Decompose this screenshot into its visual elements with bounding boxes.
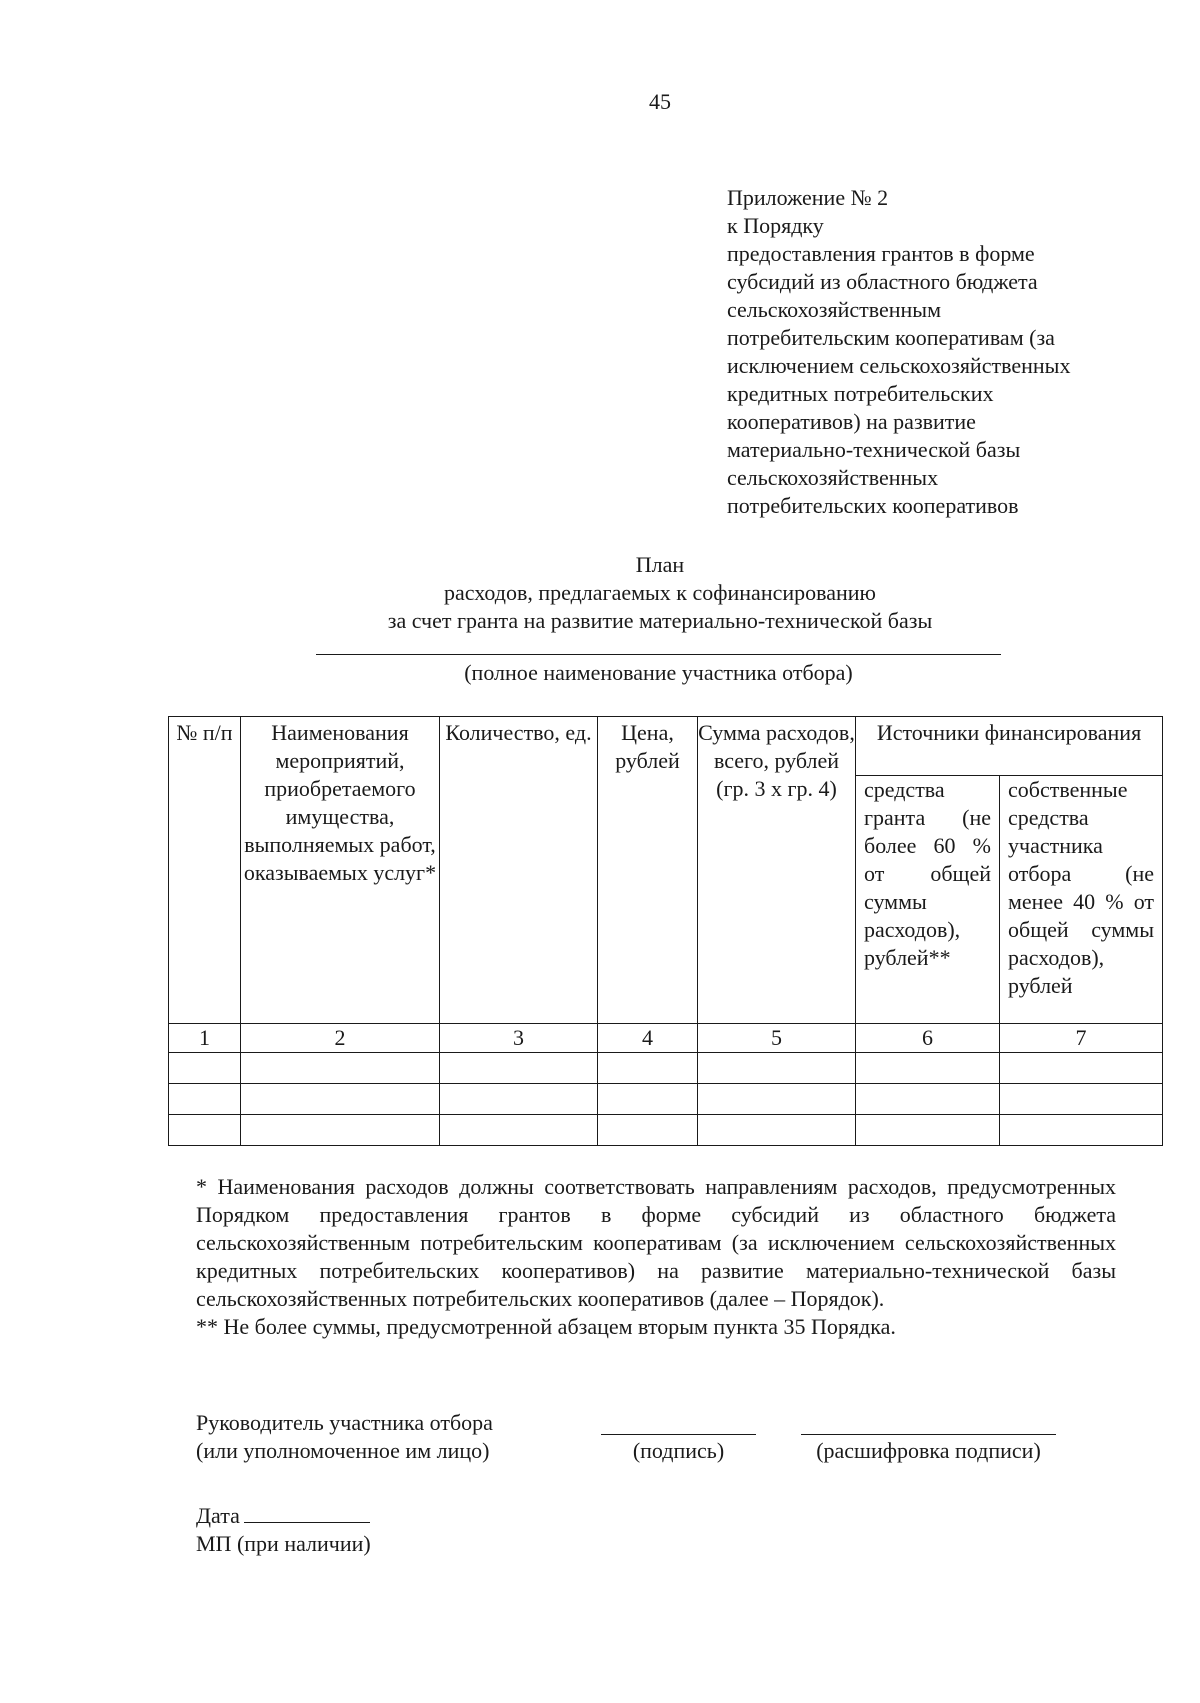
- plan-title-line: за счет гранта на развитие материально-технической базы: [387, 608, 933, 633]
- plan-title-line: План: [635, 552, 685, 577]
- table-cell[interactable]: [698, 1084, 856, 1115]
- appendix-line: сельскохозяйственных: [727, 465, 939, 490]
- table-row: [169, 1115, 1163, 1146]
- header-number: № п/п: [169, 717, 241, 1024]
- table-cell[interactable]: [440, 1115, 598, 1146]
- column-numbers-row: [169, 1024, 1163, 1053]
- column-number: 6: [856, 1024, 1000, 1053]
- appendix-line: материально-технической базы: [727, 437, 1021, 462]
- column-number: 7: [1000, 1024, 1163, 1053]
- table-cell[interactable]: [169, 1115, 241, 1146]
- footnotes: [196, 1173, 1116, 1341]
- signature-caption: (подпись): [632, 1438, 725, 1463]
- header-sum: Сумма расходов, всего, рублей (гр. 3 х гр. 4): [698, 717, 856, 1024]
- stamp-label: МП (при наличии): [196, 1531, 371, 1556]
- appendix-line: сельскохозяйственным: [727, 297, 941, 322]
- date-row: [196, 1502, 371, 1530]
- column-number: 1: [169, 1024, 241, 1053]
- signatory-label: [196, 1409, 493, 1465]
- table-cell[interactable]: [241, 1084, 440, 1115]
- appendix-line: кооперативов) на развитие: [727, 409, 976, 434]
- footnote-1: * Наименования расходов должны соответствовать направлениям расходов, предусмотренных Порядком предоставления грантов в форме субсидий из областного бюджета сельскохозяйственным потребительским кооперативам (за исключением сельскохозяйственных кредитных потребительских кооперативов) на развитие материально-технической базы сельскохозяйственных потребительских кооперативов (далее – Порядок).: [196, 1174, 1116, 1311]
- header-sources: Источники финансирования: [856, 717, 1163, 776]
- table-cell[interactable]: [169, 1084, 241, 1115]
- date-field[interactable]: [244, 1502, 370, 1523]
- signatory-line: (или уполномоченное им лицо): [196, 1438, 490, 1463]
- table-cell[interactable]: [1000, 1084, 1163, 1115]
- table-cell[interactable]: [598, 1115, 698, 1146]
- column-number: 3: [440, 1024, 598, 1053]
- header-price: Цена, рублей: [598, 717, 698, 1024]
- plan-title-line: расходов, предлагаемых к софинансированию: [444, 580, 876, 605]
- table-cell[interactable]: [856, 1053, 1000, 1084]
- table-cell[interactable]: [598, 1084, 698, 1115]
- table-cell[interactable]: [241, 1053, 440, 1084]
- table-cell[interactable]: [1000, 1115, 1163, 1146]
- table-cell[interactable]: [440, 1084, 598, 1115]
- table-cell[interactable]: [698, 1053, 856, 1084]
- appendix-header: [727, 184, 1147, 520]
- column-number: 4: [598, 1024, 698, 1053]
- participant-name-line: [316, 654, 1001, 655]
- table-row: [169, 1084, 1163, 1115]
- table-cell[interactable]: [1000, 1053, 1163, 1084]
- appendix-line: исключением сельскохозяйственных: [727, 353, 1071, 378]
- appendix-line: потребительских кооперативов: [727, 493, 1019, 518]
- header-name: Наименования мероприятий, приобретаемого имущества, выполняемых работ, оказываемых услуг*: [241, 717, 440, 1024]
- table-cell[interactable]: [698, 1115, 856, 1146]
- expense-plan-table: [168, 716, 1163, 1146]
- signatory-line: Руководитель участника отбора: [196, 1410, 493, 1435]
- table-cell[interactable]: [169, 1053, 241, 1084]
- column-number: 5: [698, 1024, 856, 1053]
- table-cell[interactable]: [598, 1053, 698, 1084]
- signature-decode-line[interactable]: [801, 1434, 1056, 1435]
- appendix-line: Приложение № 2: [727, 185, 889, 210]
- appendix-line: кредитных потребительских: [727, 381, 994, 406]
- table-cell[interactable]: [440, 1053, 598, 1084]
- date-label: Дата: [196, 1503, 240, 1528]
- page-number: 45: [649, 89, 671, 114]
- header-quantity: Количество, ед.: [440, 717, 598, 1024]
- appendix-line: субсидий из областного бюджета: [727, 269, 1038, 294]
- appendix-line: потребительским кооперативам (за: [727, 325, 1055, 350]
- date-block: [196, 1502, 371, 1558]
- signature-line[interactable]: [601, 1434, 756, 1435]
- table-cell[interactable]: [856, 1115, 1000, 1146]
- participant-name-caption: (полное наименование участника отбора): [464, 660, 853, 685]
- table-row: [169, 1053, 1163, 1084]
- table-cell[interactable]: [241, 1115, 440, 1146]
- column-number: 2: [241, 1024, 440, 1053]
- footnote-2: ** Не более суммы, предусмотренной абзацем вторым пункта 35 Порядка.: [196, 1314, 896, 1339]
- header-grant-funds: средства гранта (не более 60 % от общей суммы расходов), рублей**: [856, 776, 1000, 1024]
- header-own-funds: собственные средства участника отбора (не менее 40 % от общей суммы расходов), рублей: [1000, 776, 1163, 1024]
- plan-title: [0, 551, 1200, 635]
- signature-decode-caption: (расшифровка подписи): [816, 1438, 1041, 1463]
- appendix-line: к Порядку: [727, 213, 824, 238]
- appendix-line: предоставления грантов в форме: [727, 241, 1035, 266]
- table-cell[interactable]: [856, 1084, 1000, 1115]
